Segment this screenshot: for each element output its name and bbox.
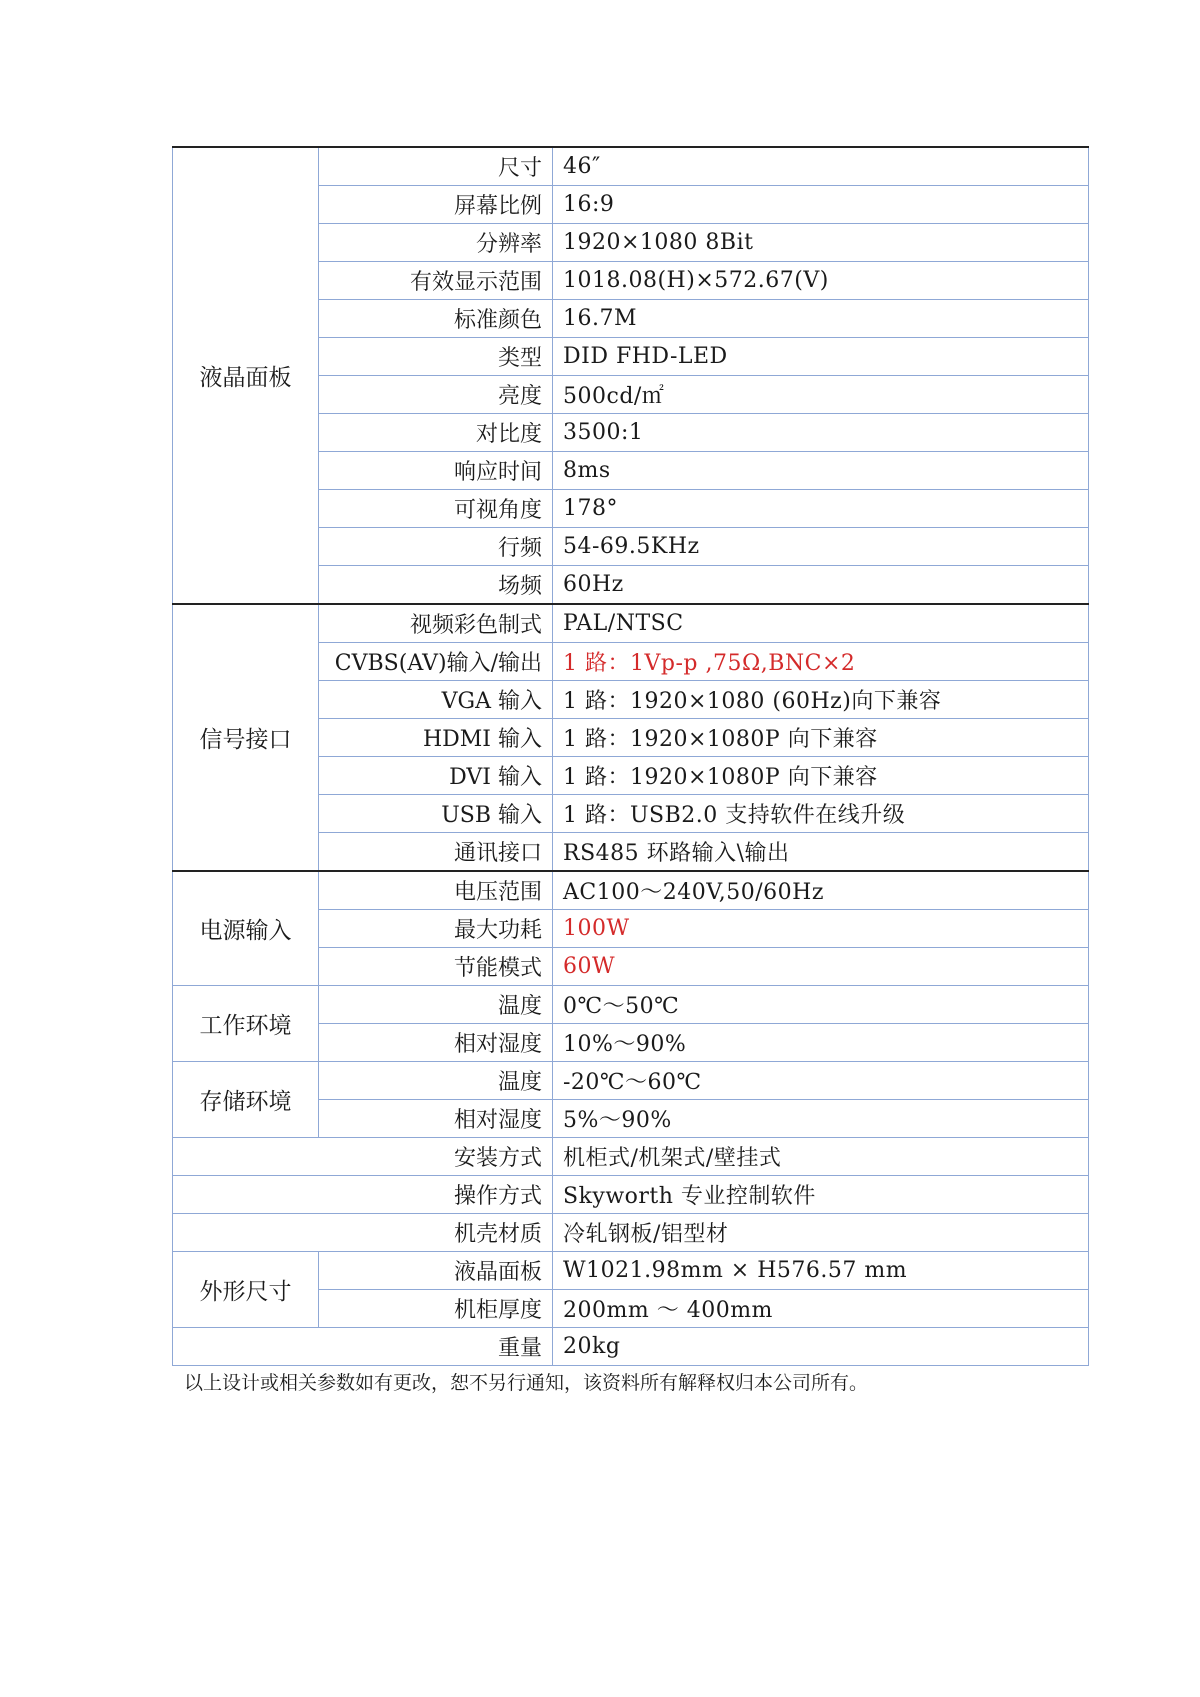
spec-label: 安装方式 bbox=[173, 1138, 553, 1176]
table-row bbox=[173, 986, 1089, 1024]
spec-value: 46″ bbox=[553, 147, 1089, 186]
spec-value: 16.7M bbox=[553, 300, 1089, 338]
spec-value: 500cd/㎡ bbox=[553, 376, 1089, 414]
spec-label: 相对湿度 bbox=[319, 1100, 553, 1138]
group-storage-env: 存储环境 bbox=[173, 1062, 319, 1138]
spec-label: 视频彩色制式 bbox=[319, 604, 553, 643]
spec-value: 60Hz bbox=[553, 566, 1089, 605]
spec-value: 178° bbox=[553, 490, 1089, 528]
spec-value: 1 路：1920×1080 (60Hz)向下兼容 bbox=[553, 681, 1089, 719]
spec-value: Skyworth 专业控制软件 bbox=[553, 1176, 1089, 1214]
spec-label: 标准颜色 bbox=[319, 300, 553, 338]
group-signal-interface: 信号接口 bbox=[173, 604, 319, 871]
spec-value: DID FHD-LED bbox=[553, 338, 1089, 376]
spec-value: 60W bbox=[553, 948, 1089, 986]
table-row bbox=[173, 1138, 1089, 1176]
spec-label: 屏幕比例 bbox=[319, 186, 553, 224]
table-row bbox=[173, 1176, 1089, 1214]
spec-label: 通讯接口 bbox=[319, 833, 553, 872]
spec-label: 温度 bbox=[319, 986, 553, 1024]
spec-value: 机柜式/机架式/壁挂式 bbox=[553, 1138, 1089, 1176]
spec-label: VGA 输入 bbox=[319, 681, 553, 719]
spec-label: 机壳材质 bbox=[173, 1214, 553, 1252]
spec-label: 节能模式 bbox=[319, 948, 553, 986]
group-power-input: 电源输入 bbox=[173, 871, 319, 986]
spec-value: RS485 环路输入\输出 bbox=[553, 833, 1089, 872]
spec-value: 1018.08(H)×572.67(V) bbox=[553, 262, 1089, 300]
table-row bbox=[173, 871, 1089, 910]
spec-value: 5%～90% bbox=[553, 1100, 1089, 1138]
spec-label: 可视角度 bbox=[319, 490, 553, 528]
spec-value: 100W bbox=[553, 910, 1089, 948]
table-row bbox=[173, 604, 1089, 643]
spec-value: 1 路：USB2.0 支持软件在线升级 bbox=[553, 795, 1089, 833]
spec-value: 0℃～50℃ bbox=[553, 986, 1089, 1024]
spec-label: 分辨率 bbox=[319, 224, 553, 262]
table-row bbox=[173, 1214, 1089, 1252]
spec-value: AC100～240V,50/60Hz bbox=[553, 871, 1089, 910]
spec-label: 行频 bbox=[319, 528, 553, 566]
spec-value: 54-69.5KHz bbox=[553, 528, 1089, 566]
spec-label: USB 输入 bbox=[319, 795, 553, 833]
table-row bbox=[173, 1328, 1089, 1366]
spec-value: 8ms bbox=[553, 452, 1089, 490]
spec-label: 有效显示范围 bbox=[319, 262, 553, 300]
spec-label: 亮度 bbox=[319, 376, 553, 414]
spec-value: 10%～90% bbox=[553, 1024, 1089, 1062]
spec-value: 3500:1 bbox=[553, 414, 1089, 452]
spec-label: 对比度 bbox=[319, 414, 553, 452]
spec-label: 温度 bbox=[319, 1062, 553, 1100]
spec-value: 1 路：1Vp-p ,75Ω,BNC×2 bbox=[553, 643, 1089, 681]
spec-value: 1 路：1920×1080P 向下兼容 bbox=[553, 719, 1089, 757]
group-dimensions: 外形尺寸 bbox=[173, 1252, 319, 1328]
spec-label: CVBS(AV)输入/输出 bbox=[319, 643, 553, 681]
spec-value: 16:9 bbox=[553, 186, 1089, 224]
spec-label: DVI 输入 bbox=[319, 757, 553, 795]
spec-label: 最大功耗 bbox=[319, 910, 553, 948]
spec-table bbox=[172, 146, 1089, 1366]
spec-label: 操作方式 bbox=[173, 1176, 553, 1214]
spec-label: 机柜厚度 bbox=[319, 1290, 553, 1328]
spec-value: 200mm ～ 400mm bbox=[553, 1290, 1089, 1328]
spec-label: 电压范围 bbox=[319, 871, 553, 910]
spec-value: -20℃～60℃ bbox=[553, 1062, 1089, 1100]
table-row bbox=[173, 1252, 1089, 1290]
spec-label: 液晶面板 bbox=[319, 1252, 553, 1290]
spec-label: 相对湿度 bbox=[319, 1024, 553, 1062]
spec-value: 20kg bbox=[553, 1328, 1089, 1366]
spec-label: 尺寸 bbox=[319, 147, 553, 186]
spec-value: 1920×1080 8Bit bbox=[553, 224, 1089, 262]
spec-value: PAL/NTSC bbox=[553, 604, 1089, 643]
spec-label: 类型 bbox=[319, 338, 553, 376]
spec-value: 1 路：1920×1080P 向下兼容 bbox=[553, 757, 1089, 795]
group-lcd-panel: 液晶面板 bbox=[173, 147, 319, 604]
group-working-env: 工作环境 bbox=[173, 986, 319, 1062]
spec-value: 冷轧钢板/铝型材 bbox=[553, 1214, 1089, 1252]
footnote: 以上设计或相关参数如有更改，恕不另行通知，该资料所有解释权归本公司所有。 bbox=[184, 1372, 869, 1394]
spec-label: 场频 bbox=[319, 566, 553, 605]
table-row bbox=[173, 1062, 1089, 1100]
table-row bbox=[173, 147, 1089, 186]
spec-value: W1021.98mm × H576.57 mm bbox=[553, 1252, 1089, 1290]
spec-label: 响应时间 bbox=[319, 452, 553, 490]
spec-label: HDMI 输入 bbox=[319, 719, 553, 757]
spec-label: 重量 bbox=[173, 1328, 553, 1366]
